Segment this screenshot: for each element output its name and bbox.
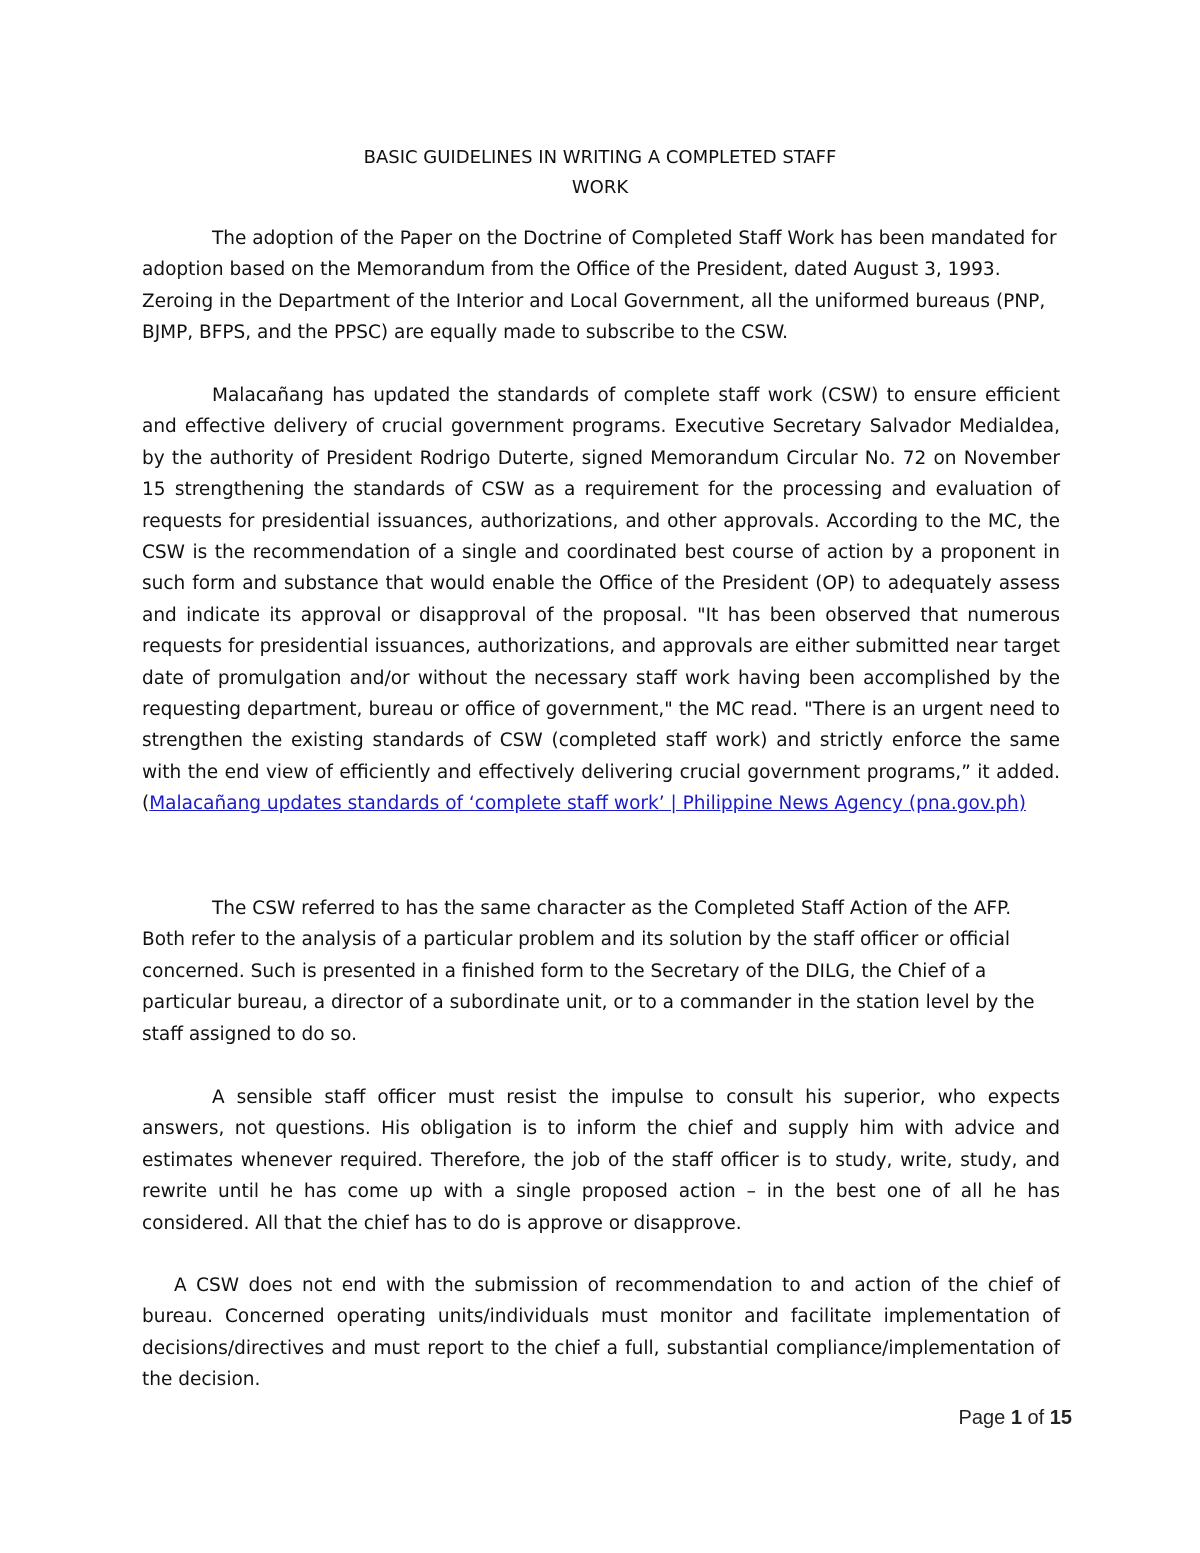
of-label: of	[1027, 1407, 1045, 1429]
paragraph-2	[142, 380, 1060, 820]
paragraph-5: A CSW does not end with the submission of recommendation to and action of the chief of bureau. Concerned operating units/individuals must monitor and facilitate implementation of decisions/directives and must report to the chief a full, substantial compliance/implementation of the decision.	[142, 1275, 1060, 1391]
document-title-line1: BASIC GUIDELINES IN WRITING A COMPLETED STAFF	[363, 147, 837, 168]
page-label: Page	[958, 1407, 1006, 1429]
pna-article-link[interactable]: Malacañang updates standards of ‘complete staff work’ | Philippine News Agency (pna.gov.ph)	[149, 793, 1026, 815]
page-number-footer	[959, 1404, 1072, 1432]
paragraph-2-text: Malacañang has updated the standards of complete staff work (CSW) to ensure efficient and effective delivery of crucial government programs. Executive Secretary Salvador Medialdea, by the authority of President Rodrigo Duterte, signed Memorandum Circular No. 72 on November 15 strengthening the standards of CSW as a requirement for the processing and evaluation of requests for presidential issuances, authorizations, and other approvals. According to the MC, the CSW is the recommendation of a single and coordinated best course of action by a proponent in such form and substance that would enable the Office of the President (OP) to adequately assess and indicate its approval or disapproval of the proposal. "It has been observed that numerous requests for presidential issuances, authorizations, and approvals are either submitted near target date of promulgation and/or without the necessary staff work having been accomplished by the requesting department, bureau or office of government," the MC read. "There is an urgent need to strengthen the existing standards of CSW (completed staff work) and strictly enforce the same with the end view of efficiently and effectively delivering crucial government programs,” it added. (	[142, 385, 1060, 815]
paragraph-4: A sensible staff officer must resist the impulse to consult his superior, who expects answers, not questions. His obligation is to inform the chief and supply him with advice and estimates whenever required. Therefore, the job of the staff officer is to study, write, study, and rewrite until he has come up with a single proposed action – in the best one of all he has considered. All that the chief has to do is approve or disapprove.	[142, 1087, 1060, 1234]
paragraph-3: The CSW referred to has the same character as the Completed Staff Action of the AFP. Both refer to the analysis of a particular problem and its solution by the staff officer or official concerned. Such is presented in a finished form to the Secretary of the DILG, the Chief of a particular bureau, a director of a subordinate unit, or to a commander in the station level by the staff assigned to do so.	[142, 898, 1035, 1045]
document-title-line2: WORK	[571, 177, 629, 198]
paragraph-1: The adoption of the Paper on the Doctrine of Completed Staff Work has been mandated for adoption based on the Memorandum from the Office of the President, dated August 3, 1993. Zeroing in the Department of the Interior and Local Government, all the uniformed bureaus (PNP, BJMP, BFPS, and the PPSC) are equally made to subscribe to the CSW.	[142, 228, 1057, 344]
total-pages-number: 15	[1049, 1407, 1072, 1429]
current-page-number: 1	[1010, 1407, 1022, 1429]
